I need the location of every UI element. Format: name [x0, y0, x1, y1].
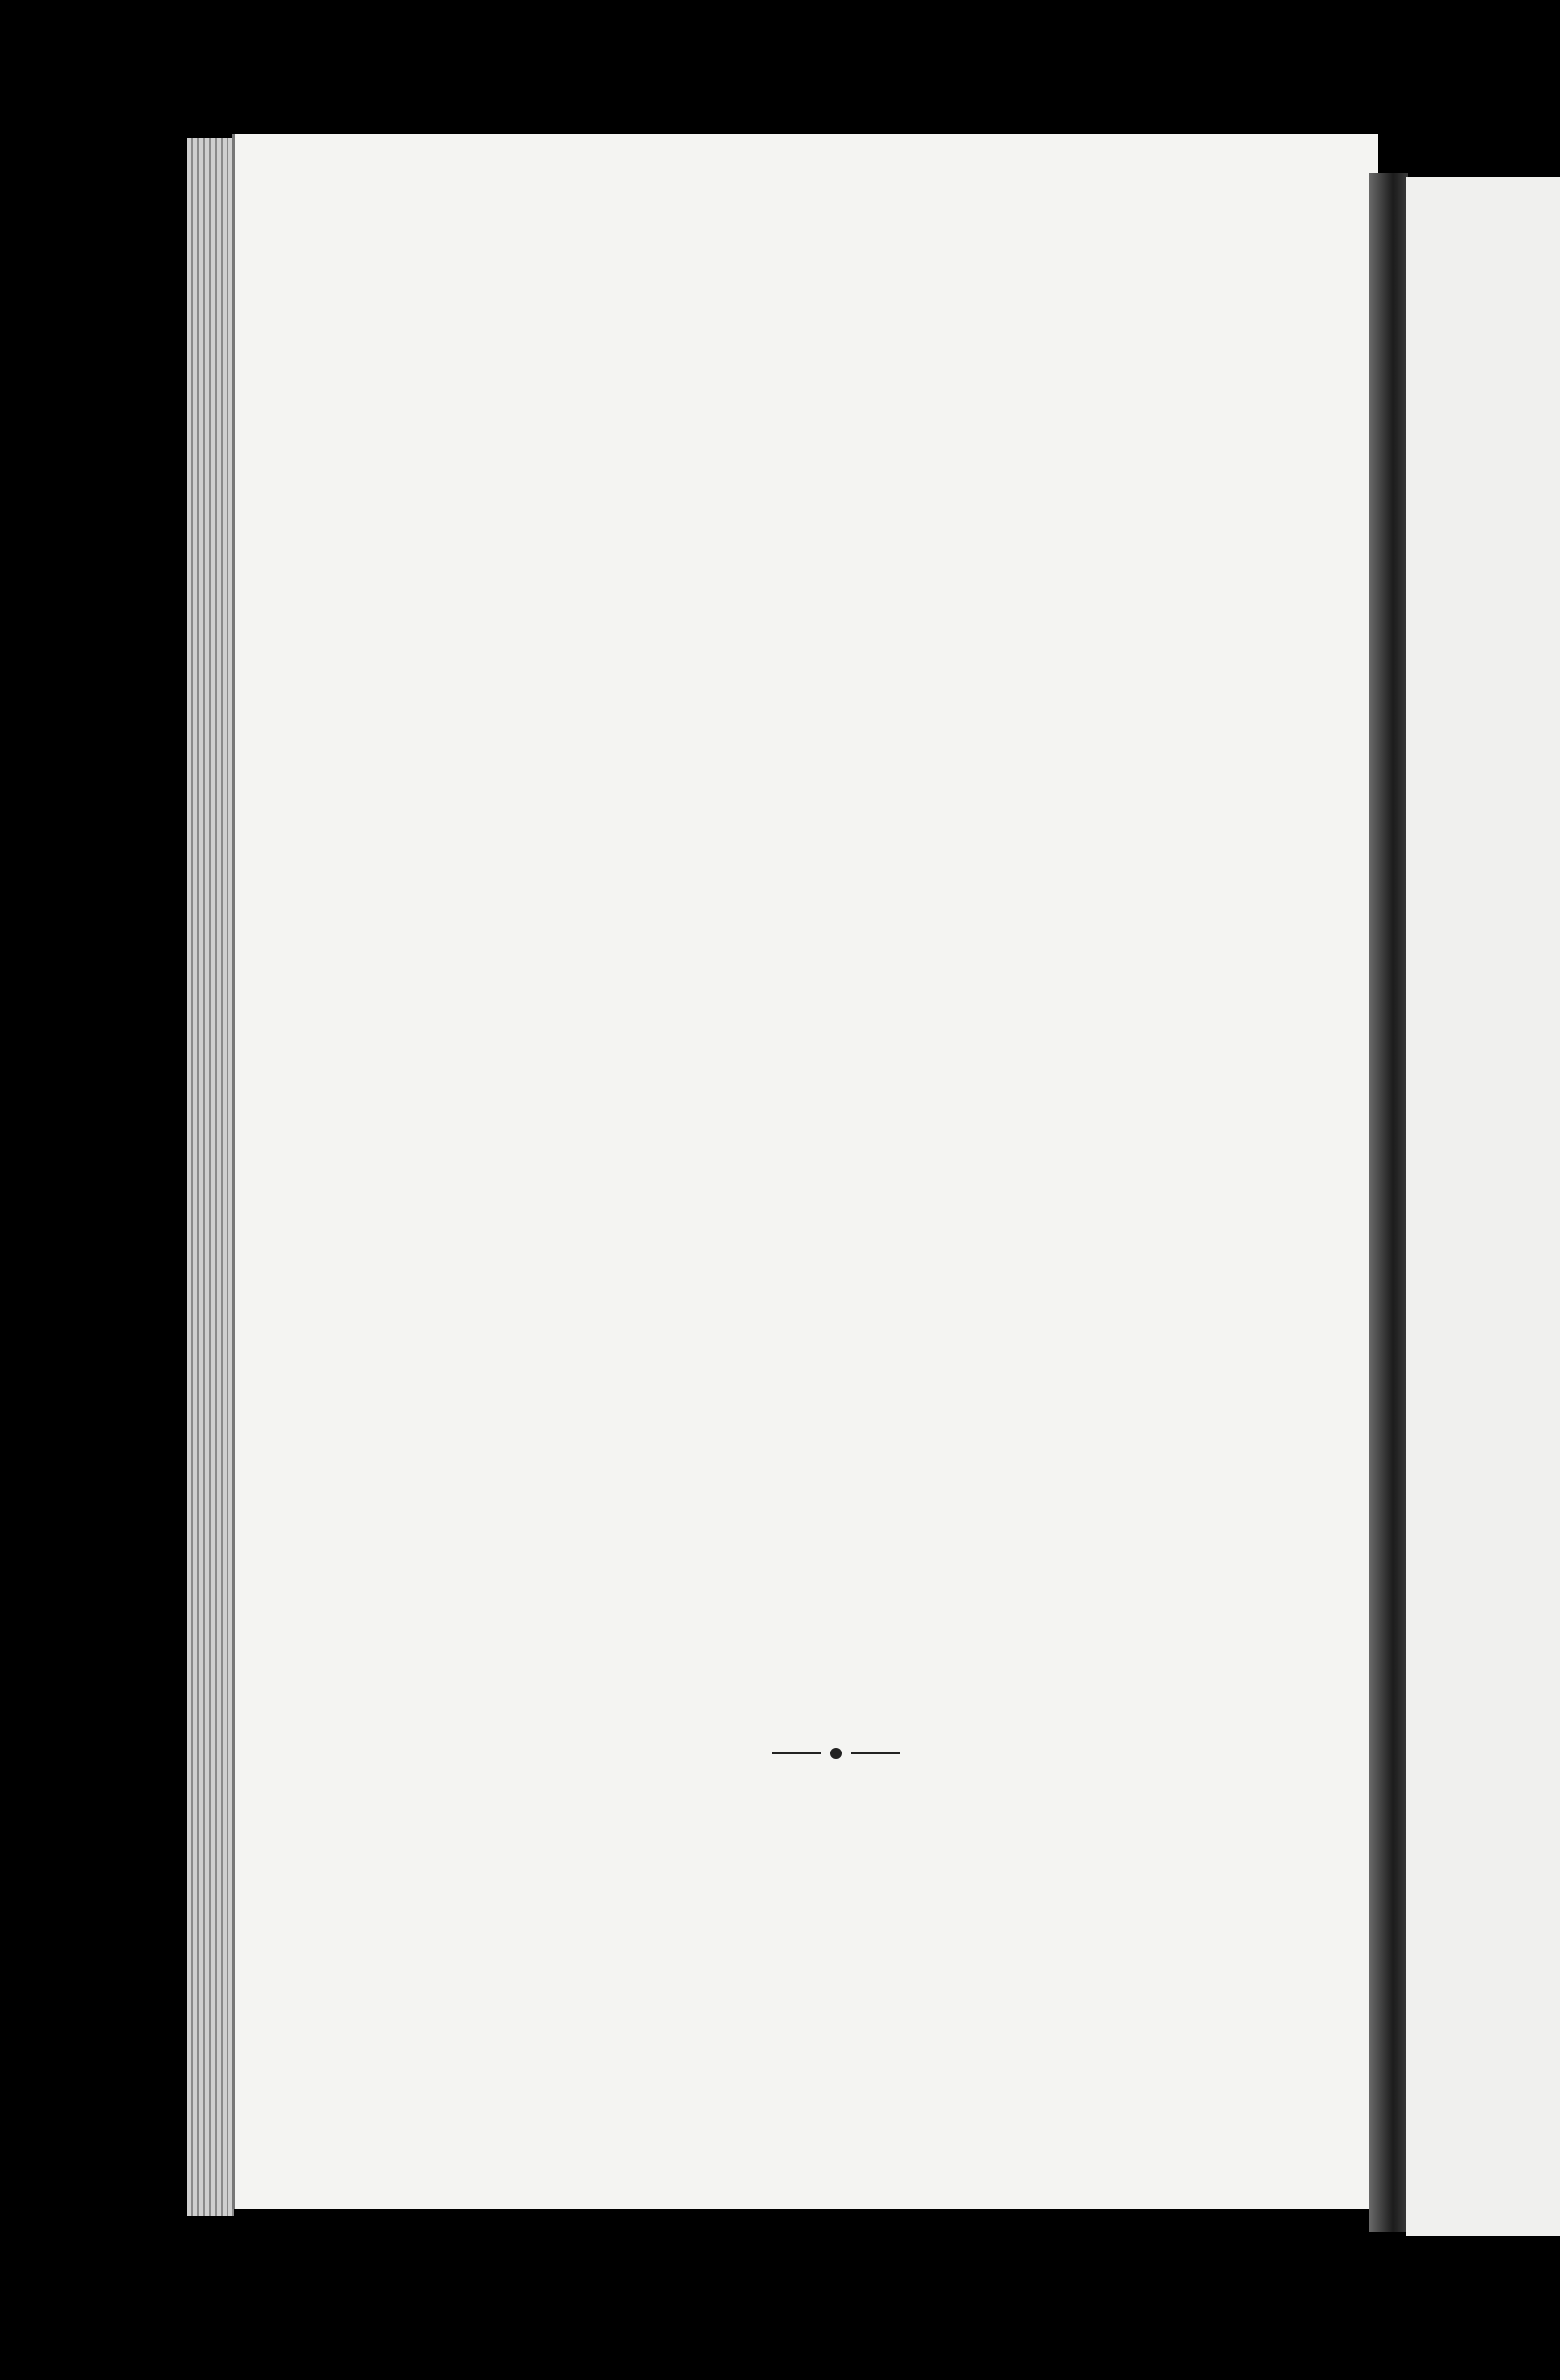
- page-right-partial: [1406, 177, 1560, 2236]
- ornament-divider: [772, 1746, 900, 1761]
- book-gutter: [1369, 173, 1408, 2232]
- page-left: [232, 134, 1378, 2209]
- page-edge: [187, 138, 234, 2216]
